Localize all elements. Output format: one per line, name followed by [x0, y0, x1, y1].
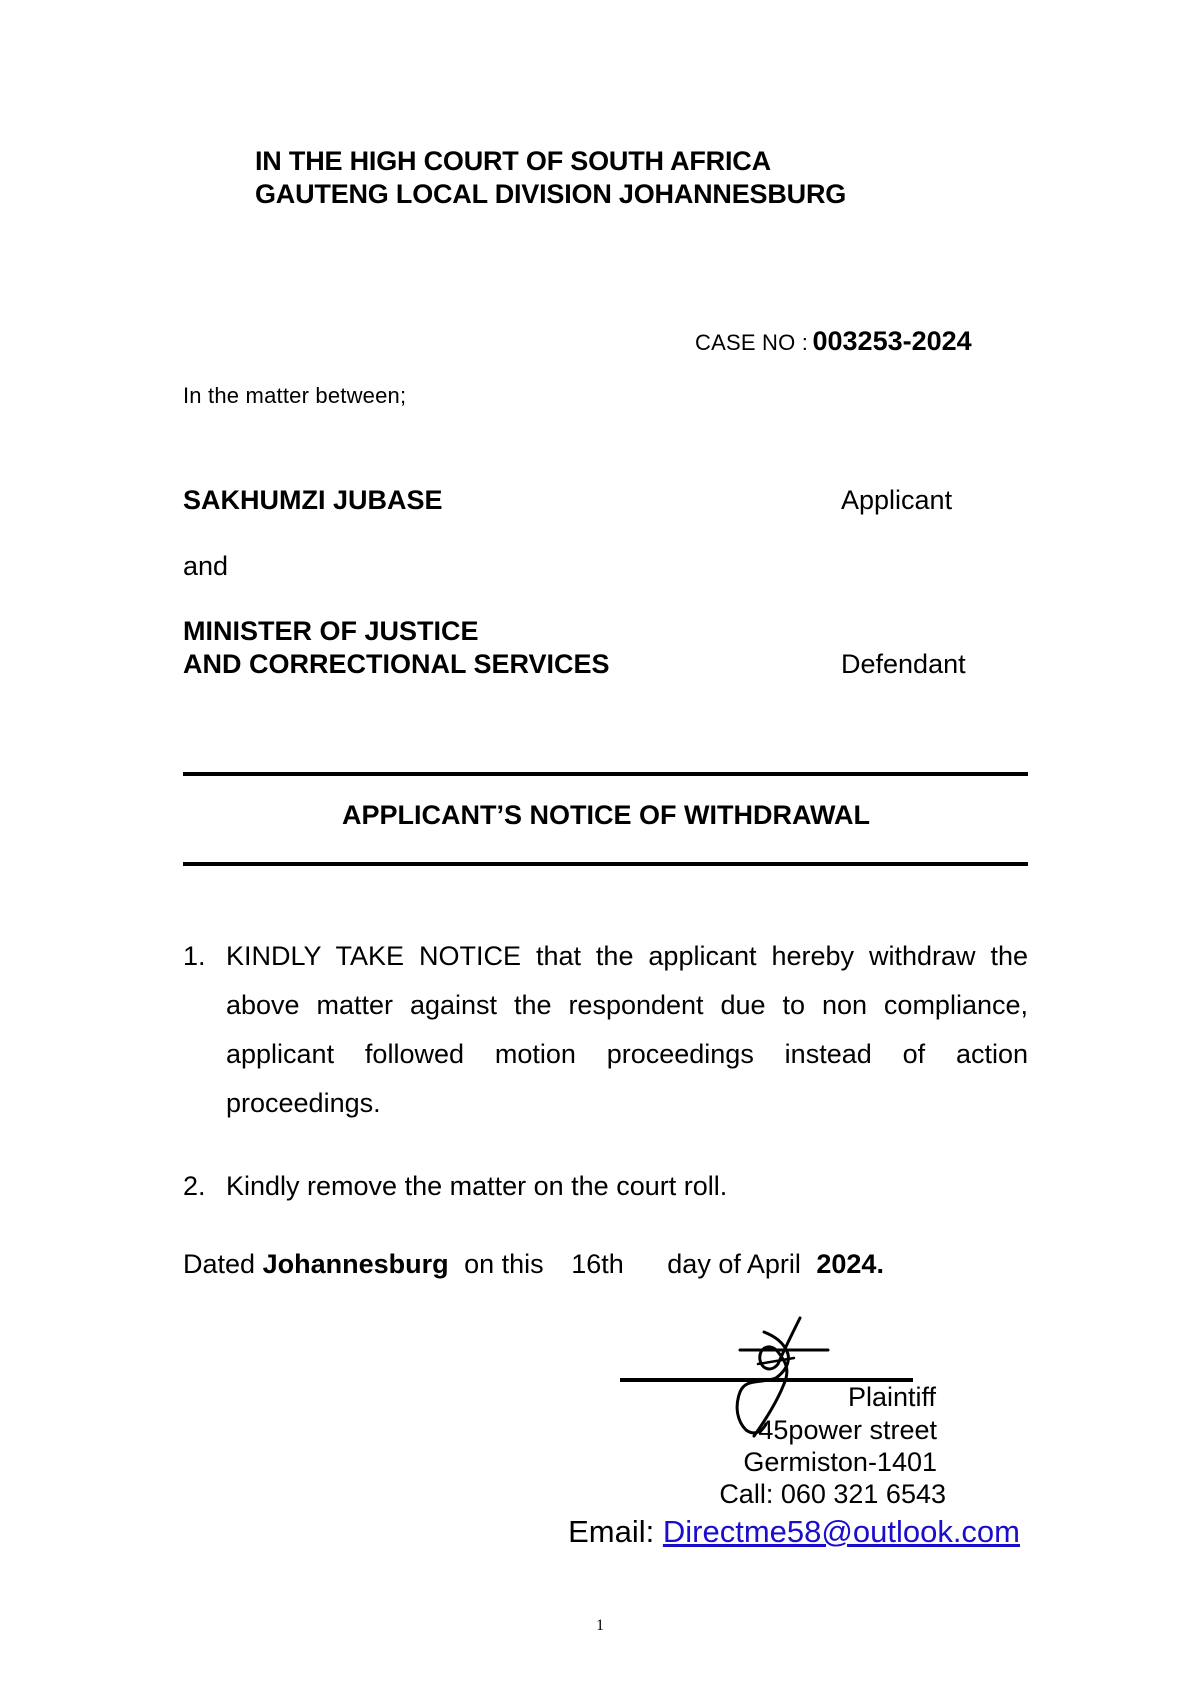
- signatory-address-line1: 45power street: [758, 1415, 937, 1445]
- paragraph-2: [183, 1162, 1028, 1211]
- signatory-address-line2: Germiston-1401: [743, 1447, 937, 1477]
- defendant-name-line1: MINISTER OF JUSTICE: [183, 616, 479, 646]
- notice-title: APPLICANT’S NOTICE OF WITHDRAWAL: [342, 800, 870, 830]
- conjunction-and: and: [183, 551, 229, 581]
- paragraph-number: 1.: [183, 941, 206, 971]
- email-link[interactable]: Directme58@outlook.com: [662, 1514, 1020, 1549]
- applicant-role: Applicant: [841, 485, 953, 515]
- dated-place: Johannesburg: [262, 1249, 449, 1279]
- bottom-rule: [183, 862, 1028, 866]
- paragraph-1: [183, 932, 1028, 1128]
- case-number-block: [695, 326, 972, 357]
- case-number-label: CASE NO :: [695, 330, 809, 355]
- dated-day: 16th: [571, 1249, 624, 1279]
- court-division: GAUTENG LOCAL DIVISION JOHANNESBURG: [255, 179, 847, 209]
- matter-between: In the matter between;: [183, 383, 407, 408]
- top-rule: [183, 772, 1028, 776]
- signatory-role: Plaintiff: [847, 1382, 936, 1412]
- court-name: IN THE HIGH COURT OF SOUTH AFRICA: [255, 146, 771, 176]
- signatory-email-line: [568, 1514, 1020, 1550]
- applicant-name: SAKHUMZI JUBASE: [183, 485, 443, 515]
- dated-day-of: day of April: [667, 1249, 801, 1279]
- defendant-name-line2: AND CORRECTIONAL SERVICES: [183, 649, 610, 679]
- case-number: 003253-2024: [812, 326, 972, 356]
- dated-year: 2024.: [816, 1249, 884, 1279]
- dated-on-this: on this: [464, 1249, 544, 1279]
- dated-prefix: Dated: [183, 1249, 256, 1279]
- signatory-phone: Call: 060 321 6543: [719, 1479, 946, 1509]
- email-label: Email:: [568, 1514, 655, 1549]
- page-number: 1: [596, 1617, 604, 1634]
- dated-line: [183, 1249, 884, 1280]
- defendant-role: Defendant: [841, 649, 966, 679]
- paragraph-text: KINDLY TAKE NOTICE that the applicant hereby withdraw the above matter against the respondent due to non compliance, applicant followed motion proceedings instead of action proceedings.: [226, 941, 1028, 1118]
- paragraph-number: 2.: [183, 1171, 206, 1201]
- paragraph-text: Kindly remove the matter on the court roll.: [226, 1171, 728, 1201]
